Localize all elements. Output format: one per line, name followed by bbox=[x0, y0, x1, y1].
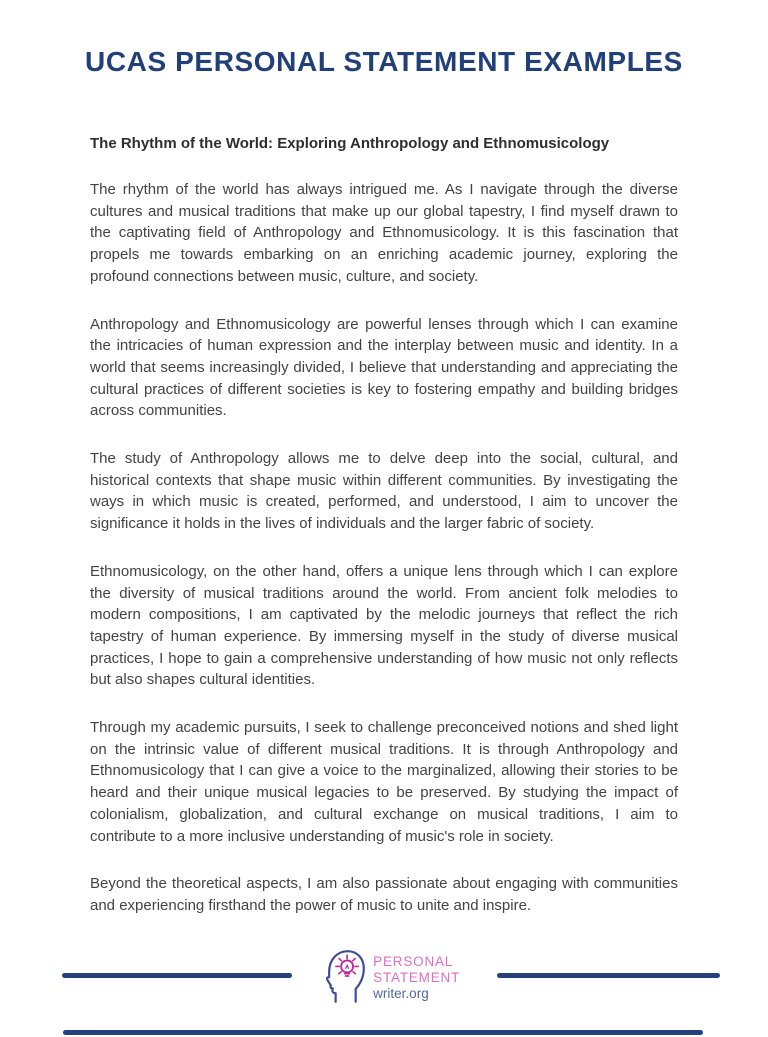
brand-line-personal: PERSONAL bbox=[373, 954, 454, 969]
statement-paragraph: Ethnomusicology, on the other hand, offers a unique lens through which I can explore the diversity of musical traditions around the world. From ancient folk melodies to modern compositions, I am captivated by the melodic journeys that reflect the rich tapestry of human experience. By immersing myself in the study of diverse musical practices, I hope to gain a comprehensive understanding of how music not only reflects but also shapes cultural identities. bbox=[90, 562, 678, 689]
head-lightbulb-icon bbox=[324, 948, 366, 1004]
footer-left-rule bbox=[62, 973, 292, 978]
page-bottom-rule bbox=[63, 1030, 703, 1035]
statement-paragraph: Beyond the theoretical aspects, I am also passionate about engaging with communities and experiencing firsthand the power of music to unite and inspire. bbox=[90, 875, 678, 914]
statement-paragraph: The rhythm of the world has always intrigued me. As I navigate through the diverse cultures and musical traditions that make up our global tapestry, I find myself drawn to the captivating field of Anthropology and Ethnomusicology. It is this fascination that propels me towards embarking on an enriching academic journey, exploring the profound connections between music, culture, and society. bbox=[90, 181, 678, 285]
brand-logo bbox=[324, 948, 460, 1004]
statement-paragraph: The study of Anthropology allows me to delve deep into the social, cultural, and historical contexts that shape music within different communities. By investigating the ways in which music is created, performed, and understood, I aim to uncover the significance it holds in the lives of individuals and the larger fabric of society. bbox=[90, 450, 678, 533]
page-footer bbox=[0, 948, 768, 1008]
footer-right-rule bbox=[497, 973, 720, 978]
statement-heading: The Rhythm of the World: Exploring Anthropology and Ethnomusicology bbox=[90, 135, 610, 152]
brand-wordmark bbox=[373, 948, 460, 1002]
statement-paragraph: Anthropology and Ethnomusicology are powerful lenses through which I can examine the intricacies of human expression and the interplay between music and identity. In a world that seems increasingly divided, I believe that understanding and appreciating the cultural practices of different societies is key to fostering empathy and building bridges across communities. bbox=[90, 315, 678, 420]
brand-line-statement: STATEMENT bbox=[373, 970, 461, 985]
brand-line-writer-org: writer.org bbox=[373, 986, 429, 1001]
statement-body bbox=[90, 134, 678, 943]
page-title: UCAS PERSONAL STATEMENT EXAMPLES bbox=[85, 46, 683, 77]
statement-paragraph: Through my academic pursuits, I seek to challenge preconceived notions and shed light on the intrinsic value of different musical traditions. It is through Anthropology and Ethnomusicology that I can give a voice to the marginalized, allowing their stories to be heard and their unique musical legacies to be preserved. By studying the impact of colonialism, globalization, and cultural exchange on musical traditions, I aim to contribute to a more inclusive understanding of music's role in society. bbox=[90, 719, 678, 845]
